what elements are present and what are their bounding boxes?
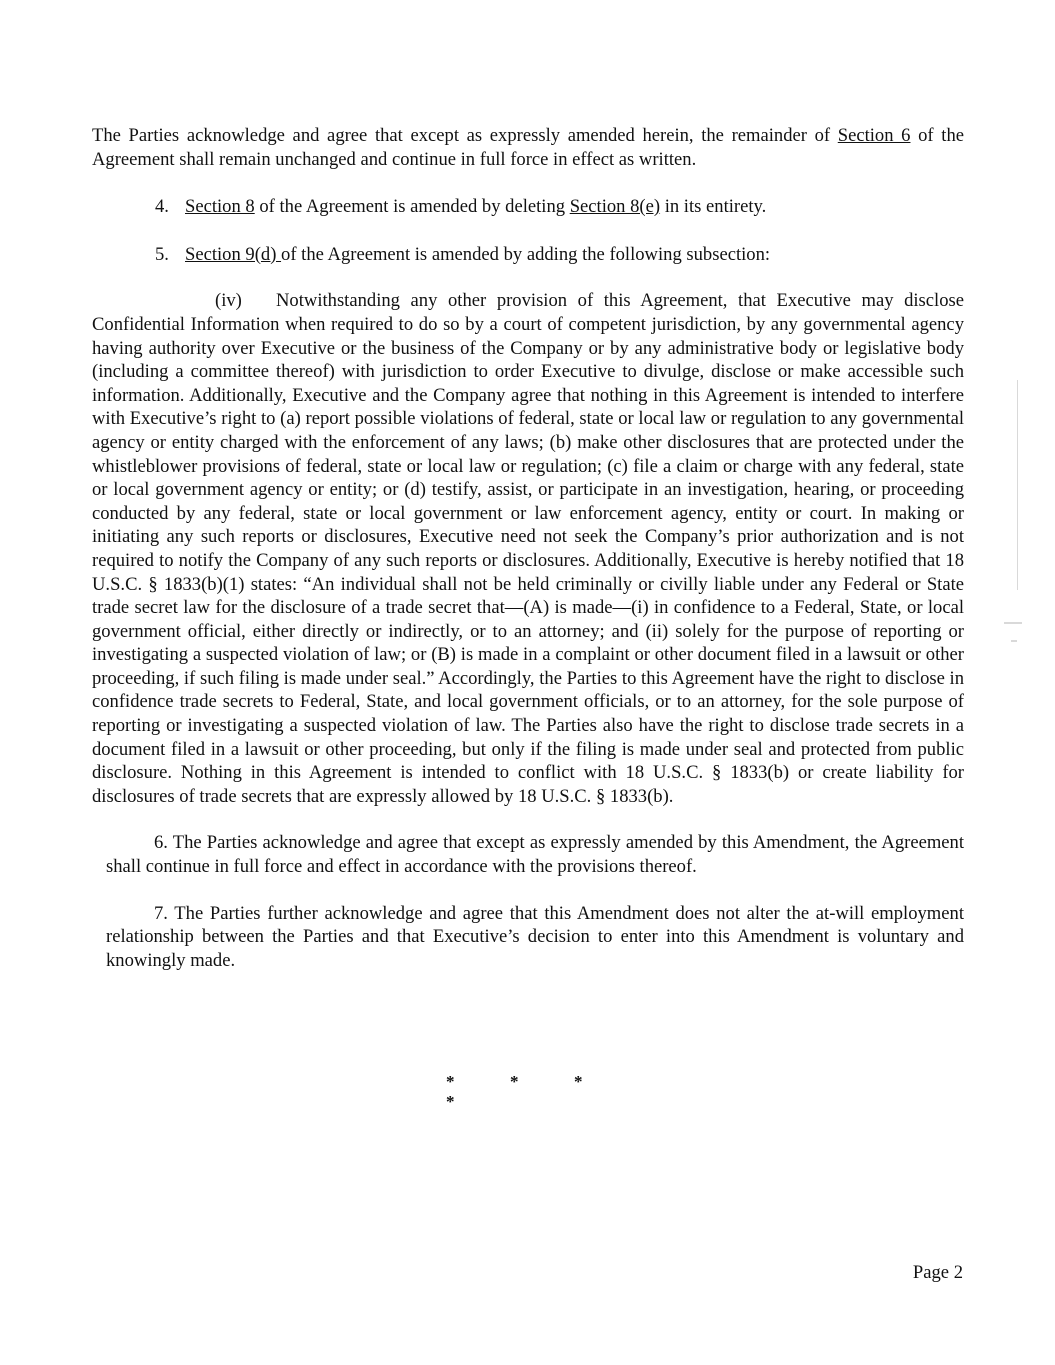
subsection-iv bbox=[92, 289, 964, 808]
paragraph-7: 7. The Parties further acknowledge and agree that this Amendment does not alter the at-will employment relationship between the Parties and that Executive’s decision to enter into this Amendment is voluntary and knowingly made. bbox=[106, 902, 964, 971]
intro-text-before: The Parties acknowledge and agree that except as expressly amended herein, the remainder of bbox=[92, 125, 838, 146]
intro-text-after: of the Agreement shall remain unchanged and continue in full force in effect as written. bbox=[92, 125, 964, 170]
section-9d-reference: Section 9(d) bbox=[185, 243, 282, 265]
page-number: Page 2 bbox=[912, 1262, 963, 1283]
section-8e-reference: Section 8(e) bbox=[569, 196, 661, 218]
subsection-iv-text: Notwithstanding any other provision of this Agreement, that Executive may disclose Confidential Information when required to do so by a court of competent jurisdiction, by any governmental agency having authority over Executive or the business of the Company or by any administrative body or legislative body (including a committee thereof) with jurisdiction to order Executive to divulge, disclose or make accessible such information. Additionally, Executive and the Company agree that nothing in this Agreement is intended to interfere with Executive’s right to (a) report possible violations of federal, state or local law or regulation to any governmental agency or entity charged with the enforcement of any laws; (b) make other disclosures that are protected under the whistleblower provisions of federal, state or local law or regulation; (c) file a claim or charge with any federal, state or local government agency or entity; or (d) testify, assist, or participate in an investigation, hearing, or proceeding conducted by any federal, state or local government or law enforcement agency, entity or court. In making or initiating any such reports or disclosures, Executive need not seek the Company’s prior authorization and is not required to notify the Company of any such reports or disclosures. Additionally, Executive is hereby notified that 18 U.S.C. § 1833(b)(1) states: “An individual shall not be held criminally or civilly liable under any Federal or State trade secret law for the disclosure of a trade secret that—(A) is made—(i) in confidence to a Federal, State, or local government official, either directly or indirectly, or to an attorney; and (ii) solely for the purpose of reporting or investigating a suspected violation of law; or (B) is made in a complaint or other document filed in a lawsuit or other proceeding, if such filing is made under seal.” Accordingly, the Parties to this Agreement have the right to disclose in confidence trade secrets to Federal, State, and local government officials, or to an attorney, for the sole purpose of reporting or investigating a suspected violation of law. The Parties also have the right to disclose trade secrets in a document filed in a lawsuit or other proceeding, but only if the filing is made under seal and protected from public disclosure. Nothing in this Agreement is intended to conflict with 18 U.S.C. § 1833(b) or create liability for disclosures of trade secrets that are expressly allowed by 18 U.S.C. § 1833(b). bbox=[92, 290, 964, 807]
intro-paragraph bbox=[92, 124, 964, 171]
separator-star: * bbox=[446, 1072, 455, 1091]
item-5-number: 5. bbox=[155, 243, 169, 265]
item-5 bbox=[92, 243, 964, 267]
item-4 bbox=[92, 195, 964, 219]
document-body bbox=[92, 124, 964, 972]
item-4-text: of the Agreement is amended by deleting bbox=[254, 196, 570, 218]
separator-star: * bbox=[446, 1092, 455, 1111]
section-separator bbox=[446, 1072, 686, 1112]
item-4-number: 4. bbox=[155, 196, 169, 218]
section-8-reference: Section 8 bbox=[185, 196, 255, 218]
separator-star: * bbox=[510, 1072, 519, 1091]
section-6-reference: Section 6 bbox=[837, 125, 911, 146]
scan-artifact bbox=[1011, 640, 1017, 642]
item-5-text: of the Agreement is amended by adding the following subsection: bbox=[281, 243, 771, 265]
scan-artifact bbox=[1004, 622, 1022, 624]
paragraph-6: 6. The Parties acknowledge and agree that except as expressly amended by this Amendment, the Agreement shall continue in full force and effect in accordance with the provisions thereof. bbox=[106, 832, 964, 878]
item-4-text-after: in its entirety. bbox=[660, 196, 767, 218]
scan-artifact bbox=[1017, 380, 1018, 590]
separator-star: * bbox=[574, 1072, 583, 1091]
subsection-iv-label: (iv) bbox=[215, 290, 242, 312]
